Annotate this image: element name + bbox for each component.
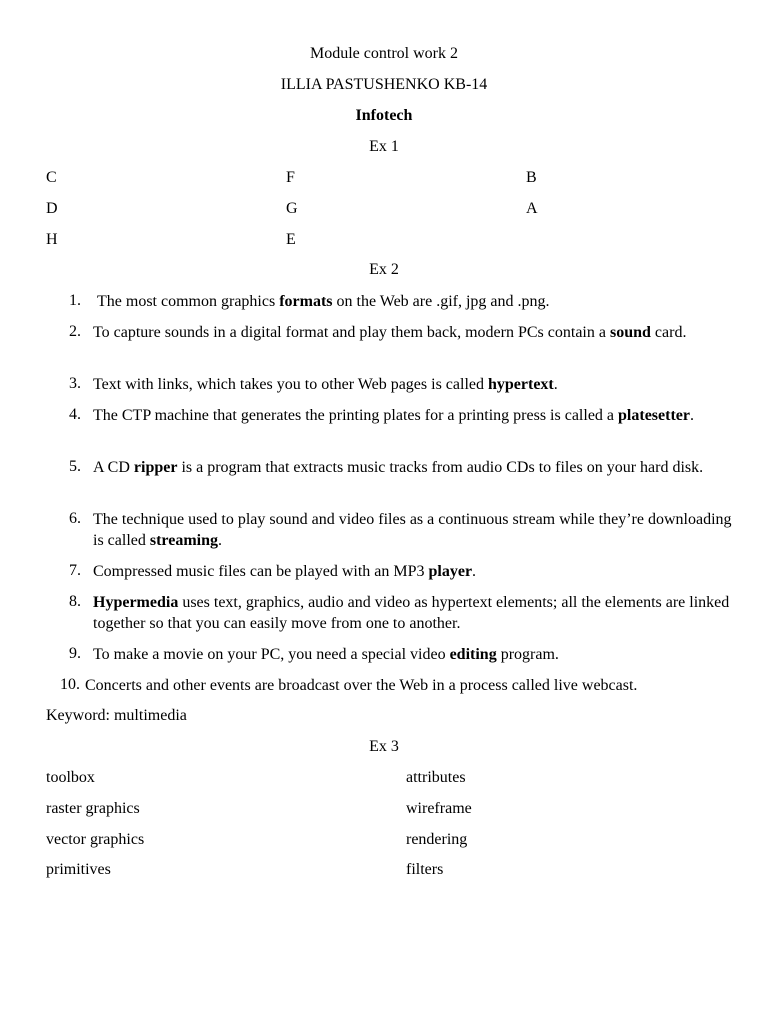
ex3-term: wireframe xyxy=(406,800,472,817)
list-item-number: 1. xyxy=(69,292,81,309)
list-item: Concerts and other events are broadcast over the Web in a process called live webcast. xyxy=(85,677,638,694)
ex3-term: filters xyxy=(406,861,444,878)
list-item: The most common graphics formats on the Web are .gif, jpg and .png. xyxy=(97,293,550,310)
ex1-title: Ex 1 xyxy=(369,138,399,155)
ex3-title: Ex 3 xyxy=(369,738,399,755)
ex1-answer: B xyxy=(526,169,537,186)
list-item-number: 7. xyxy=(69,562,81,579)
ex1-answer: C xyxy=(46,169,57,186)
list-item-number: 10. xyxy=(60,676,80,693)
list-item: The CTP machine that generates the printing plates for a printing press is called a platesetter. xyxy=(93,407,694,424)
ex3-term: rendering xyxy=(406,831,468,848)
list-item: Compressed music files can be played with an MP3 player. xyxy=(93,563,477,580)
list-item-number: 4. xyxy=(69,406,81,423)
list-item-number: 3. xyxy=(69,375,81,392)
list-item: The technique used to play sound and video files as a continuous stream while they’re downloading is called streaming. xyxy=(93,511,732,549)
ex1-answer: A xyxy=(526,200,538,217)
ex1-answer: E xyxy=(286,231,296,248)
list-item: A CD ripper is a program that extracts music tracks from audio CDs to files on your hard disk. xyxy=(93,459,704,476)
ex1-answer: G xyxy=(286,200,298,217)
list-item-number: 6. xyxy=(69,510,81,527)
list-item-number: 9. xyxy=(69,645,81,662)
list-item: To capture sounds in a digital format and play them back, modern PCs contain a sound card. xyxy=(93,324,687,341)
author-line: ILLIA PASTUSHENKO KB-14 xyxy=(280,76,488,93)
doc-title: Module control work 2 xyxy=(310,45,458,62)
ex2-title: Ex 2 xyxy=(369,261,399,278)
list-item: Text with links, which takes you to other Web pages is called hypertext. xyxy=(93,376,558,393)
ex1-answer: H xyxy=(46,231,58,248)
list-item: Hypermedia uses text, graphics, audio and video as hypertext elements; all the elements are linked together so that you can easily move from one to another. xyxy=(93,594,730,632)
subject-heading: Infotech xyxy=(355,107,413,124)
list-item-number: 5. xyxy=(69,458,81,475)
list-item-number: 8. xyxy=(69,593,81,610)
ex1-answer: D xyxy=(46,200,58,217)
list-item: To make a movie on your PC, you need a special video editing program. xyxy=(93,646,559,663)
ex3-term: primitives xyxy=(46,861,111,878)
ex3-term: raster graphics xyxy=(46,800,140,817)
keyword-line: Keyword: multimedia xyxy=(46,707,187,724)
ex3-term: vector graphics xyxy=(46,831,145,848)
ex3-term: attributes xyxy=(406,769,466,786)
ex3-term: toolbox xyxy=(46,769,95,786)
list-item-number: 2. xyxy=(69,323,81,340)
ex1-answer: F xyxy=(286,169,295,186)
